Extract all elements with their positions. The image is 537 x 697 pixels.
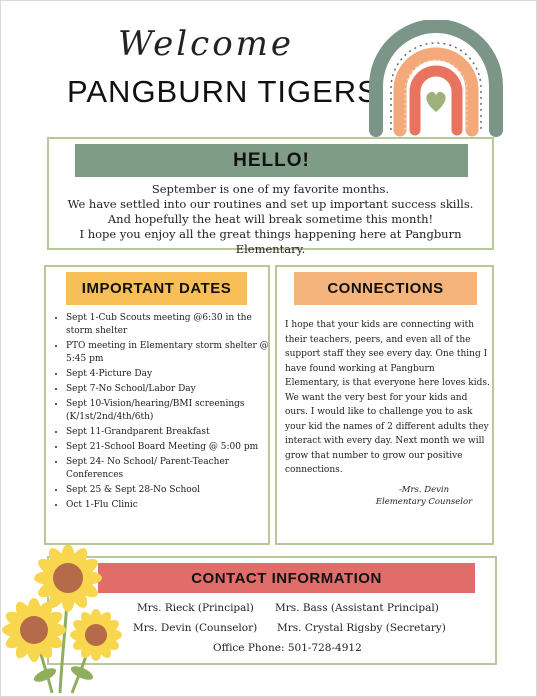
contact-secretary: Mrs. Crystal Rigsby (Secretary) bbox=[277, 622, 446, 634]
connections-body: I hope that your kids are connecting with their teachers, peers, and even all of the support staff they see every day. One thing I have found working at Pangburn Elementary, is that everyone here loves kids. We want the very best for your kids and ours. I would like to challenge you to ask your kid the names of 2 different adults they interact with every day. Next month we will grow that number to grow our positive connections. bbox=[285, 320, 490, 475]
important-dates-title: IMPORTANT DATES bbox=[66, 272, 247, 305]
contact-principal: Mrs. Rieck (Principal) bbox=[137, 602, 254, 614]
list-item: • Sept 21-School Board Meeting @ 5:00 pm bbox=[66, 441, 280, 454]
list-item: • Sept 7-No School/Labor Day bbox=[66, 383, 280, 396]
hello-line: We have settled into our routines and set up important success skills. bbox=[67, 197, 474, 211]
hello-line: September is one of my favorite months. bbox=[151, 182, 390, 196]
signature-title: Elementary Counselor bbox=[375, 497, 473, 507]
list-item: • Sept 11-Grandparent Breakfast bbox=[66, 426, 280, 439]
list-item: • Sept 24- No School/ Parent-Teacher Conferences bbox=[66, 456, 280, 482]
signature bbox=[369, 484, 479, 508]
welcome-heading: Welcome bbox=[118, 24, 295, 64]
hello-line: And hopefully the heat will break sometime this month! bbox=[107, 212, 434, 226]
contact-title: CONTACT INFORMATION bbox=[98, 563, 475, 593]
list-item: • Sept 1-Cub Scouts meeting @6:30 in the storm shelter bbox=[66, 312, 280, 338]
list-item: • Oct 1-Flu Clinic bbox=[66, 499, 280, 512]
hello-section bbox=[47, 137, 494, 256]
school-title: PANGBURN TIGERS bbox=[67, 74, 379, 109]
contact-phone: Office Phone: 501-728-4912 bbox=[213, 642, 362, 654]
hello-line: I hope you enjoy all the great things happening here at Pangburn Elementary. bbox=[79, 227, 462, 256]
important-dates-section bbox=[44, 265, 270, 545]
hello-message bbox=[49, 182, 492, 257]
connections-title: CONNECTIONS bbox=[294, 272, 477, 305]
list-item: • PTO meeting in Elementary storm shelter @ 5:45 pm bbox=[66, 340, 280, 366]
dates-list bbox=[54, 312, 280, 514]
contact-counselor: Mrs. Devin (Counselor) bbox=[133, 622, 258, 634]
rainbow-heart-icon bbox=[366, 20, 506, 138]
signature-name: -Mrs. Devin bbox=[398, 485, 450, 495]
contact-assistant-principal: Mrs. Bass (Assistant Principal) bbox=[275, 602, 439, 614]
list-item: • Sept 25 & Sept 28-No School bbox=[66, 484, 280, 497]
hello-title: HELLO! bbox=[75, 144, 468, 177]
list-item: • Sept 4-Picture Day bbox=[66, 368, 280, 381]
sunflower-icon bbox=[0, 545, 130, 695]
list-item: • Sept 10-Vision/hearing/BMI screenings (K/1st/2nd/4th/6th) bbox=[66, 398, 280, 424]
connections-section bbox=[275, 265, 494, 545]
